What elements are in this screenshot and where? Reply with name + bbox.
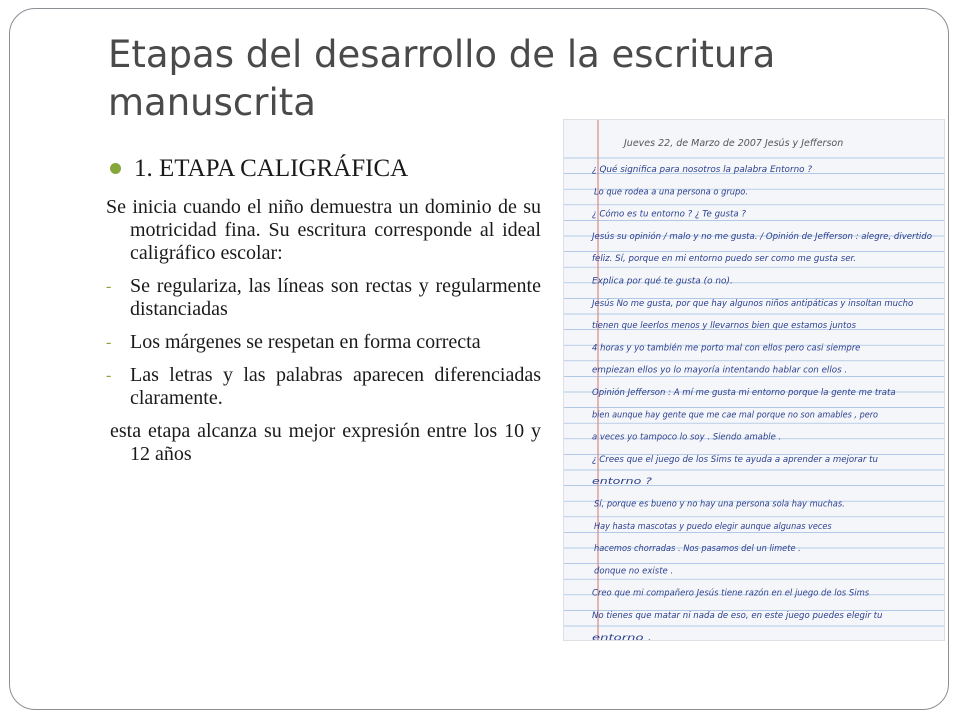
list-item (106, 275, 541, 321)
dash-icon: - (106, 334, 112, 351)
handwriting-line: ¿ Qué significa para nosotros la palabra Entorno ? (592, 165, 807, 175)
handwriting-line: Explica por qué te gusta (o no). (592, 276, 728, 287)
handwriting-line: entorno ? (592, 477, 653, 488)
slide-title: Etapas del desarrollo de la escritura manuscrita (108, 33, 776, 124)
handwriting-line: feliz. Sí, porque en mi entorno puedo ser como me gusta ser. (592, 254, 856, 265)
intro-paragraph: Se inicia cuando el niño demuestra un dominio de su motricidad fina. Su escritura corresponde al ideal caligráfico escolar: (106, 196, 541, 264)
handwriting-line: entorno . (592, 633, 652, 640)
list-item-text: Las letras y las palabras aparecen diferenciadas claramente. (130, 364, 541, 409)
closing-paragraph: esta etapa alcanza su mejor expresión entre los 10 y 12 años (110, 420, 541, 465)
list-item-text: Los márgenes se respetan en forma correcta (130, 331, 481, 353)
handwriting-line: Lo que rodea a una persona o grupo. (594, 187, 748, 198)
dash-icon: - (106, 367, 112, 384)
handwriting-line: Hay hasta mascotas y puedo elegir aunque algunas veces (594, 521, 833, 532)
handwriting-line: empiezan ellos yo lo mayoría intentando hablar con ellos . (592, 365, 848, 376)
list-item (106, 364, 541, 410)
handwriting-line: Jesús su opinión / malo y no me gusta. / Opinión de Jefferson : alegre, divertido (592, 231, 934, 242)
handwriting-line: bien aunque hay gente que me cae mal porque no son amables , pero (592, 410, 878, 421)
handwriting-line: ¿ Crees que el juego de los Sims te ayuda a aprender a mejorar tu (592, 454, 879, 465)
bullet-heading (106, 154, 541, 184)
slide-frame (9, 8, 949, 710)
handwriting-line: ¿ Cómo es tu entorno ? ¿ Te gusta ? (592, 209, 746, 220)
handwriting-line: donque no existe . (594, 566, 674, 577)
handwriting-line: hacemos chorradas . Nos pasamos del un limete . (594, 544, 801, 555)
heading-text: 1. ETAPA CALIGRÁFICA (134, 155, 409, 182)
bullet-dot-icon (110, 163, 121, 174)
handwriting-line: Sí, porque es bueno y no hay una persona sola hay muchas. (594, 499, 845, 510)
slide-content (106, 154, 541, 476)
handwriting-line: Creo que mi compañero Jesús tiene razón en el juego de los Sims (592, 588, 875, 599)
list-item (106, 331, 541, 354)
handwriting-sample-image (563, 119, 945, 641)
handwriting-line: No tienes que matar ni nada de eso, en este juego puedes elegir tu (592, 611, 883, 621)
handwriting-line: 4 horas y yo también me porto mal con ellos pero casi siempre (592, 343, 865, 354)
handwriting-line: Jesús No me gusta, por que hay algunos niños antipáticas y insoltan mucho (590, 298, 914, 309)
handwriting-line: tienen que leerlos menos y llevarnos bien que estamos juntos (592, 321, 857, 332)
handwriting-line: Opinión Jefferson : A mí me gusta mi entorno porque la gente me trata (592, 388, 898, 398)
handwriting-header: Jueves 22, de Marzo de 2007 Jesús y Jefferson (624, 138, 844, 149)
handwriting-line: a veces yo tampoco lo soy . Siendo amable . (592, 432, 782, 443)
list-item-text: Se regulariza, las líneas son rectas y regularmente distanciadas (130, 275, 541, 320)
notebook-page-svg (564, 120, 944, 640)
dash-icon: - (106, 278, 112, 295)
